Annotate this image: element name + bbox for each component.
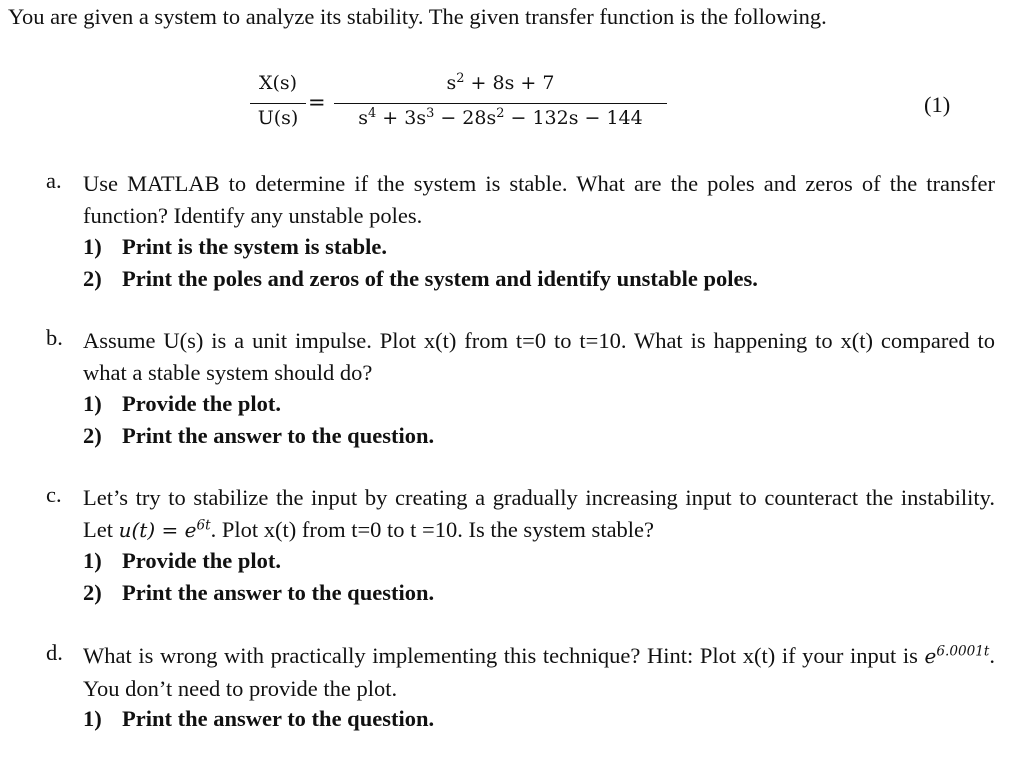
equation-number: (1) (924, 92, 951, 117)
problem-a-text: Use MATLAB to determine if the system is stable. What are the poles and zeros of the transfer function? Identify any unstable poles. (83, 171, 995, 228)
intro-text: You are given a system to analyze its stability. The given transfer function is the following. (8, 4, 827, 29)
problem-b-item-1: 1) Provide the plot. (83, 391, 281, 416)
hint-input-expression: $e^{6.0001t}$ (924, 643, 990, 668)
problem-a-letter: a. (46, 168, 62, 193)
problem-b-letter: b. (46, 325, 63, 350)
problem-c-text: Let’s try to stabilize the input by creating a gradually increasing input to counteract the instability. Let $u(t) = e^{6t}$. Plot x(t) from t=0 to t =10. Is the system stable? (83, 485, 995, 542)
problem-d-item-1: 1) Print the answer to the question. (83, 706, 435, 731)
problem-c-item-2: 2) Print the answer to the question. (83, 579, 435, 605)
problem-c-letter: c. (46, 482, 62, 507)
equals-sign: = (308, 90, 326, 114)
transfer-function-equation (250, 72, 680, 138)
lhs-fraction-bar (250, 103, 306, 104)
lhs-denominator: U(s) (257, 107, 299, 129)
problem-a-item-1: 1) Print is the system is stable. (83, 234, 387, 259)
problem-c-item-1: 1) Provide the plot. (83, 548, 281, 573)
input-expression: $u(t) = e^{6t}$ (118, 517, 211, 542)
rhs-numerator: $s^2 + 8s + 7$ (446, 70, 555, 94)
problem-a-item-2: 2) Print the poles and zeros of the system and identify unstable poles. (83, 265, 758, 291)
problem-a-items (83, 231, 758, 294)
problem-b-text: Assume U(s) is a unit impulse. Plot x(t) from t=0 to t=10. What is happening to x(t) compared to what a stable system should do? (83, 328, 995, 385)
rhs-fraction-bar (334, 103, 667, 104)
problem-c-items (83, 545, 434, 608)
problem-d-letter: d. (46, 640, 63, 665)
problem-d-text: What is wrong with practically implementing this technique? Hint: Plot x(t) if your input is $e^{6.0001t}$. You don’t need to provide the plot. (83, 643, 995, 701)
problem-b-items (83, 388, 434, 451)
problem-b-item-2: 2) Print the answer to the question. (83, 422, 435, 448)
rhs-denominator: $s^4 + 3s^3 - 28s^2 - 132s - 144$ (358, 105, 643, 129)
problem-d-items (83, 703, 434, 735)
lhs-numerator: X(s) (258, 72, 298, 94)
